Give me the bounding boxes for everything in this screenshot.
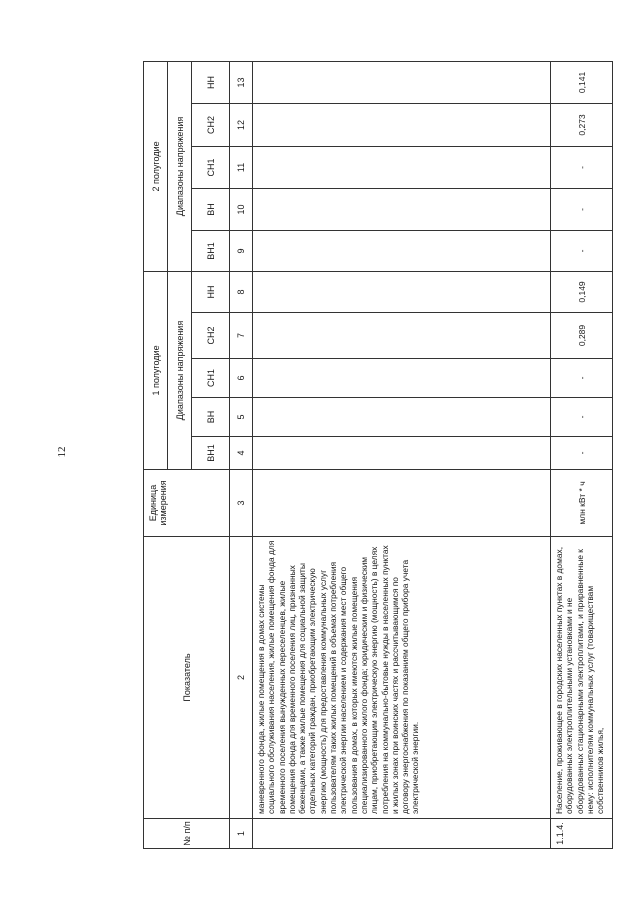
value-cell (253, 313, 551, 359)
col-number: 13 (230, 61, 253, 103)
header-ranges-half2: Диапазоны напряжения (168, 61, 192, 271)
row-indicator: Население, проживающее в городских населенных пунктах в домах, оборудованных электроплительными установками и не оборудованных стационарными электроплитами, и приравненные к нему: исполнителям коммунальных услуг (товариществам собственников жилья, (551, 537, 613, 819)
header-num: № п/п (144, 819, 230, 849)
col-number: 4 (230, 437, 253, 470)
header-unit: Единица измерения (144, 470, 230, 537)
table-row (551, 61, 613, 848)
level-vn1-h1: ВН1 (192, 437, 230, 470)
level-sn2-h1: СН2 (192, 313, 230, 359)
col-number: 3 (230, 470, 253, 537)
value-cell: 0,273 (551, 103, 613, 146)
level-sn2-h2: СН2 (192, 103, 230, 146)
col-number: 2 (230, 537, 253, 819)
level-sn1-h1: СН1 (192, 359, 230, 398)
value-cell (253, 230, 551, 271)
value-cell (253, 271, 551, 312)
value-cell: 0,289 (551, 313, 613, 359)
level-vn-h1: ВН (192, 398, 230, 437)
col-number: 9 (230, 230, 253, 271)
column-number-row (230, 61, 253, 848)
level-sn1-h2: СН1 (192, 146, 230, 188)
col-number: 7 (230, 313, 253, 359)
value-cell: - (551, 398, 613, 437)
header-half1: 1 полугодие (144, 271, 168, 469)
col-number: 1 (230, 819, 253, 849)
row-num: 1.1.4. (551, 819, 613, 849)
page-number: 12 (56, 446, 68, 458)
header-indicator: Показатель (144, 537, 230, 819)
value-cell (253, 359, 551, 398)
row-indicator: маневренного фонда, жилые помещения в домах системы социального обслуживания населения, жилые помещения фонда для временного поселения вынужденных переселенцев, жилые помещения фонда для временного поселения лиц, признанных беженцами, а также жилые помещения для социальной защиты отдельных категорий граждан, приобретающим электрическую энергию (мощность) для предоставления коммунальных услуг пользователям таких жилых помещений в объемах потребления электрической энергии населением и содержания мест общего пользования в домах, в которых имеются жилые помещения специализированного жилого фонда; юридическим и физическим лицам, приобретающим электрическую энергию (мощность) в целях потребления на коммунально-бытовые нужды в населенных пунктах и жилых зонах при воинских частях и рассчитывающимся по договору энергоснабжения по показаниям общего прибора учета электрической энергии. (253, 537, 551, 819)
value-cell (253, 437, 551, 470)
value-cell: - (551, 146, 613, 188)
level-vn1-h2: ВН1 (192, 230, 230, 271)
tariff-table (143, 61, 613, 849)
tariff-table-rotated (143, 62, 612, 849)
level-nn-h2: НН (192, 61, 230, 103)
table-row (253, 61, 551, 848)
value-cell (253, 103, 551, 146)
header-ranges-half1: Диапазоны напряжения (168, 271, 192, 469)
level-vn-h2: ВН (192, 188, 230, 230)
col-number: 11 (230, 146, 253, 188)
value-cell (253, 188, 551, 230)
col-number: 6 (230, 359, 253, 398)
col-number: 12 (230, 103, 253, 146)
col-number: 8 (230, 271, 253, 312)
value-cell (253, 146, 551, 188)
value-cell: 0,149 (551, 271, 613, 312)
value-cell (253, 61, 551, 103)
col-number: 10 (230, 188, 253, 230)
row-unit: млн кВт * ч (551, 470, 613, 537)
value-cell: 0,141 (551, 61, 613, 103)
value-cell: - (551, 359, 613, 398)
level-nn-h1: НН (192, 271, 230, 312)
col-number: 5 (230, 398, 253, 437)
header-half2: 2 полугодие (144, 61, 168, 271)
row-num (253, 819, 551, 849)
value-cell: - (551, 188, 613, 230)
row-unit (253, 470, 551, 537)
value-cell: - (551, 230, 613, 271)
value-cell (253, 398, 551, 437)
value-cell: - (551, 437, 613, 470)
